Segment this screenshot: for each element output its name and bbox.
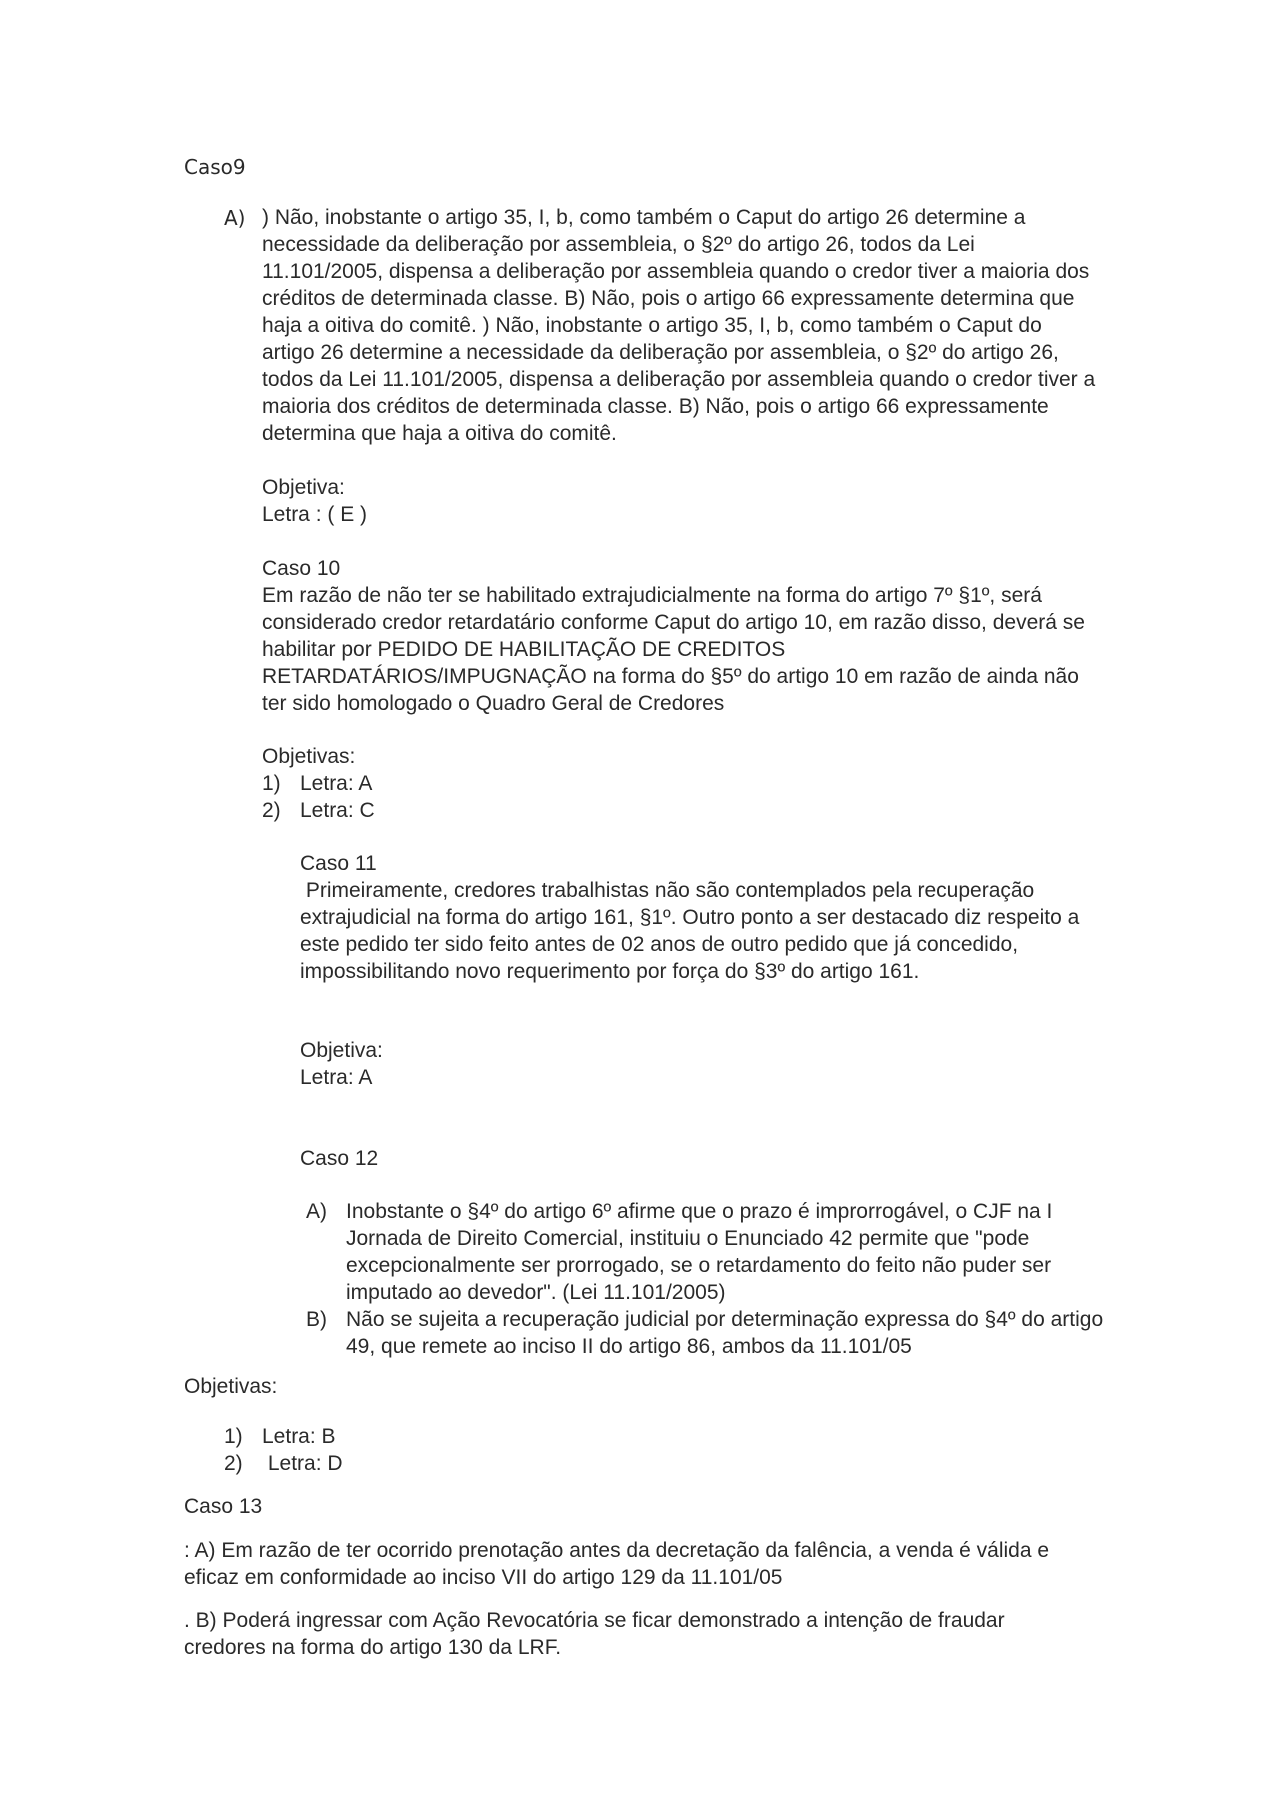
- caso11-heading: Caso 11: [300, 852, 377, 875]
- caso9-item-label: A): [224, 206, 246, 230]
- caso13-heading: Caso 13: [184, 1495, 263, 1518]
- caso12-objectives-label: Objetivas:: [184, 1375, 278, 1398]
- caso12-objective-text: Letra: B: [262, 1425, 336, 1448]
- caso12-objective-num: 2): [224, 1452, 243, 1475]
- caso10-paragraph: Em razão de não ter se habilitado extrajudicialmente na forma do artigo 7º §1º, será considerado credor retardatário conforme Caput do artigo 10, em razão disso, deverá se habilitar por PEDIDO DE HABILITAÇÃO DE CREDITOS RETARDATÁRIOS/IMPUGNAÇÃO na forma do §5º do artigo 10 em razão de ainda não ter sido homologado o Quadro Geral de Credores: [262, 584, 1085, 715]
- caso11-objective-label: Objetiva:: [300, 1039, 383, 1062]
- caso12-item-label: A): [306, 1200, 327, 1223]
- caso9-objective-label: Objetiva:: [262, 476, 345, 499]
- caso9-objective-answer: Letra : ( E ): [262, 503, 368, 526]
- caso13-paragraph-a: : A) Em razão de ter ocorrido prenotação antes da decretação da falência, a venda é válida e eficaz em conformidade ao inciso VII do artigo 129 da 11.101/05: [184, 1539, 1050, 1589]
- caso12-objective-num: 1): [224, 1425, 243, 1448]
- caso12-item-text: Inobstante o §4º do artigo 6º afirme que o prazo é improrrogável, o CJF na I Jornada de Direito Comercial, instituiu o Enunciado 42 permite que "pode excepcionalmente ser prorrogado, se o retardamento do feito não puder ser imputado ao devedor". (Lei 11.101/2005): [346, 1200, 1053, 1304]
- caso10-heading: Caso 10: [262, 557, 341, 580]
- caso10-objective-text: Letra: A: [300, 772, 373, 795]
- caso11-objective-answer: Letra: A: [300, 1066, 373, 1089]
- caso12-item-text: Não se sujeita a recuperação judicial por determinação expressa do §4º do artigo 49, que remete ao inciso II do artigo 86, ambos da 11.101/05: [346, 1308, 1104, 1358]
- caso13-paragraph-b: . B) Poderá ingressar com Ação Revocatória se ficar demonstrado a intenção de fraudar credores na forma do artigo 130 da LRF.: [184, 1609, 1005, 1659]
- caso12-heading: Caso 12: [300, 1147, 379, 1170]
- caso10-objective-text: Letra: C: [300, 799, 375, 822]
- caso11-paragraph: Primeiramente, credores trabalhistas não são contemplados pela recuperação extrajudicial na forma do artigo 161, §1º. Outro ponto a ser destacado diz respeito a este pedido ter sido feito antes de 02 anos de outro pedido que já concedido, impossibilitando novo requerimento por força do §3º do artigo 161.: [300, 879, 1086, 983]
- caso10-objective-num: 2): [262, 799, 281, 822]
- caso9-paragraph: ) Não, inobstante o artigo 35, I, b, como também o Caput do artigo 26 determine a necessidade da deliberação por assembleia, o §2º do artigo 26, todos da Lei 11.101/2005, dispensa a deliberação por assembleia quando o credor tiver a maioria dos créditos de determinada classe. B) Não, pois o artigo 66 expressamente determina que haja a oitiva do comitê. ) Não, inobstante o artigo 35, I, b, como também o Caput do artigo 26 determine a necessidade da deliberação por assembleia, o §2º do artigo 26, todos da Lei 11.101/2005, dispensa a deliberação por assembleia quando o credor tiver a maioria dos créditos de determinada classe. B) Não, pois o artigo 66 expressamente determina que haja a oitiva do comitê.: [262, 206, 1096, 445]
- caso12-objective-text: Letra: D: [262, 1452, 343, 1475]
- caso9-heading: Caso9: [184, 155, 246, 179]
- caso10-objective-num: 1): [262, 772, 281, 795]
- caso10-objectives-label: Objetivas:: [262, 745, 356, 768]
- caso12-item-label: B): [306, 1308, 327, 1331]
